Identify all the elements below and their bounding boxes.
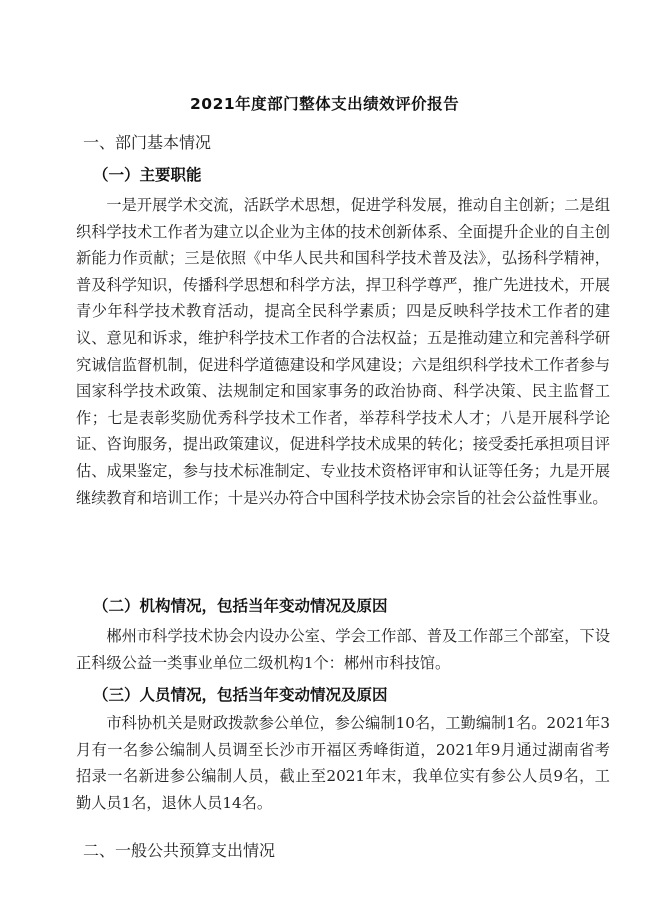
subsection-heading-personnel: （三）人员情况，包括当年变动情况及原因	[93, 686, 388, 704]
section-heading-basic-info: 一、部门基本情况	[83, 133, 212, 152]
section-heading-budget: 二、一般公共预算支出情况	[83, 841, 276, 860]
paragraph-organization: 郴州市科学技术协会内设办公室、学会工作部、普及工作部三个部室，下设正科级公益一类事业单位二级机构1个：郴州市科技馆。	[76, 627, 610, 672]
subsection-heading-functions: （一）主要职能	[93, 166, 202, 184]
document-title: 2021年度部门整体支出绩效评价报告	[190, 95, 460, 113]
paragraph-functions: 一是开展学术交流，活跃学术思想，促进学科发展，推动自主创新；二是组织科学技术工作者为建立以企业为主体的技术创新体系、全面提升企业的自主创新能力作贡献；三是依照《中华人民共和国科学技术普及法》，弘扬科学精神，普及科学知识，传播科学思想和科学方法，捍卫科学尊严，推广先进技术，开展青少年科学技术教育活动，提高全民科学素质；四是反映科学技术工作者的建议、意见和诉求，维护科学技术工作者的合法权益；五是推动建立和完善科学研究诚信监督机制，促进科学道德建设和学风建设；六是组织科学技术工作者参与国家科学技术政策、法规制定和国家事务的政治协商、科学决策、民主监督工作；七是表彰奖励优秀科学技术工作者，举荐科学技术人才；八是开展科学论证、咨询服务，提出政策建议，促进科学技术成果的转化；接受委托承担项目评估、成果鉴定，参与技术标准制定、专业技术资格评审和认证等任务；九是开展继续教育和培训工作；十是兴办符合中国科学技术协会宗旨的社会公益性事业。	[76, 196, 610, 507]
subsection-heading-organization: （二）机构情况，包括当年变动情况及原因	[93, 597, 388, 615]
paragraph-personnel: 市科协机关是财政拨款参公单位，参公编制10名，工勤编制1名。2021年3月有一名参公编制人员调至长沙市开福区秀峰街道，2021年9月通过湖南省考招录一名新进参公编制人员，截止至2021年末，我单位实有参公人员9名，工勤人员1名，退休人员14名。	[76, 714, 610, 812]
